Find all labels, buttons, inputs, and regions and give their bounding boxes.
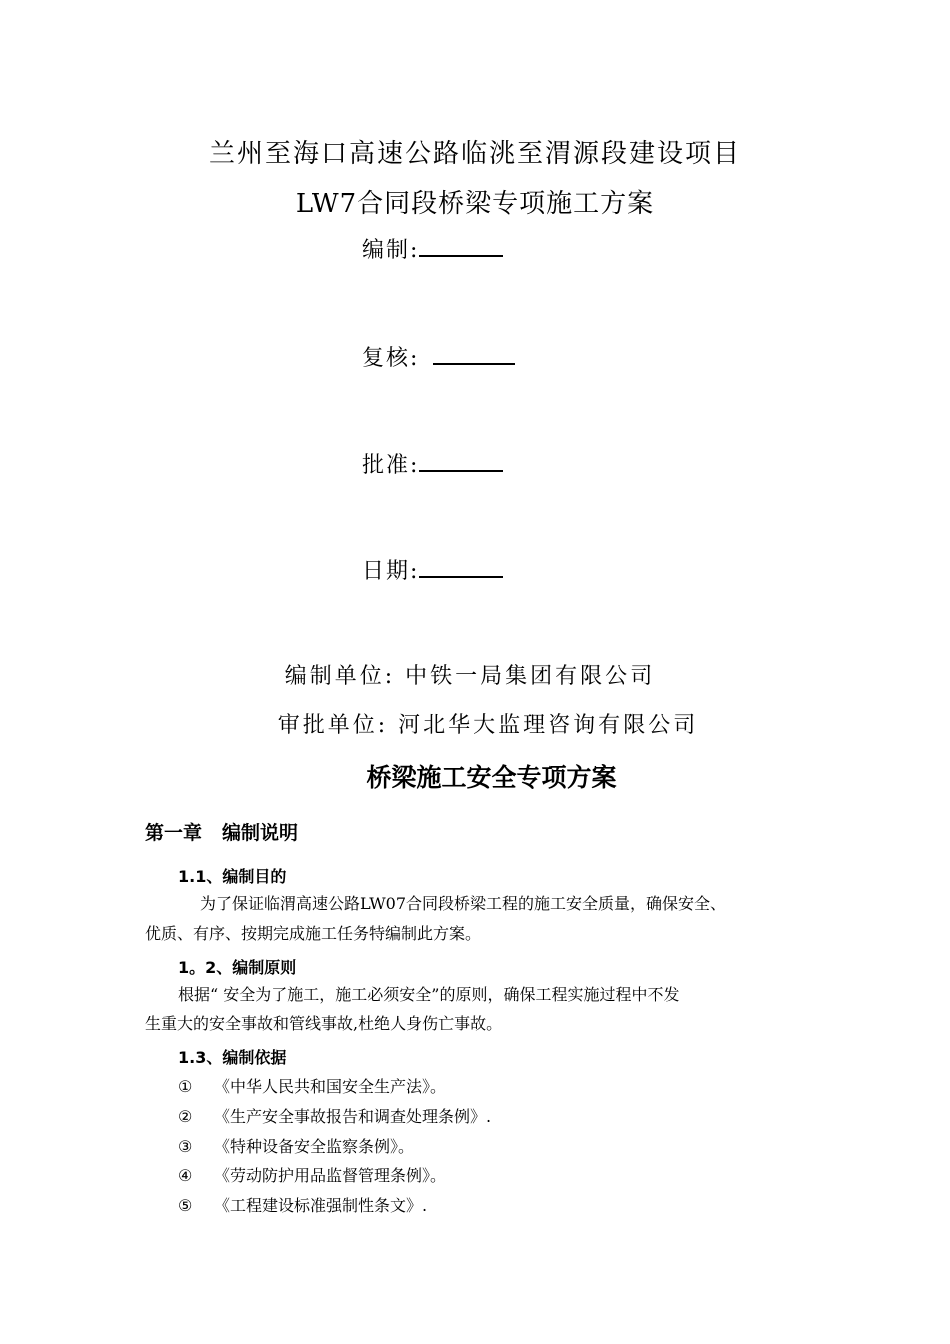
paragraph-purpose-line2: 优质、有序、按期完成施工任务特编制此方案。 — [145, 924, 482, 943]
compile-signature-row — [362, 233, 503, 264]
section-heading-basis: 1.3、编制依据 — [178, 1048, 287, 1067]
list-item — [178, 1104, 491, 1127]
approve-unit: 审批单位: 河北华大监理咨询有限公司 — [277, 713, 699, 738]
list-item-text: 《生产安全事故报告和调查处理条例》. — [214, 1107, 492, 1126]
date-signature-row — [362, 554, 503, 585]
approve-signature-blank[interactable] — [419, 448, 503, 472]
chapter-number: 第一章 — [145, 822, 203, 844]
list-item-number: ④ — [178, 1166, 193, 1185]
paragraph-principle-line2: 生重大的安全事故和管线事故,杜绝人身伤亡事故。 — [145, 1014, 503, 1033]
list-item-number: ② — [178, 1107, 193, 1126]
date-signature-blank[interactable] — [419, 554, 503, 578]
date-label: 日期: — [362, 559, 420, 584]
list-item-text: 《中华人民共和国安全生产法》。 — [214, 1077, 447, 1096]
list-item-number: ③ — [178, 1137, 193, 1156]
list-item — [178, 1074, 446, 1097]
review-signature-row — [362, 341, 515, 372]
review-label: 复核: — [362, 346, 420, 371]
compile-label: 编制: — [362, 238, 420, 263]
paragraph-purpose-line1: 为了保证临渭高速公路LW07合同段桥梁工程的施工安全质量，确保安全、 — [200, 894, 727, 913]
cover-title-line1: 兰州至海口高速公路临洮至渭源段建设项目 — [208, 139, 741, 169]
approve-signature-row — [362, 448, 503, 479]
list-item — [178, 1134, 414, 1157]
chapter-title: 编制说明 — [222, 822, 299, 844]
list-item-text: 《工程建设标准强制性条文》. — [214, 1196, 428, 1215]
list-item — [178, 1163, 446, 1186]
compile-signature-blank[interactable] — [419, 233, 503, 257]
paragraph-principle-line1: 根据“ 安全为了施工，施工必须安全”的原则，确保工程实施过程中不发 — [178, 985, 680, 1004]
chapter-heading — [145, 818, 298, 845]
review-signature-blank[interactable] — [433, 341, 515, 365]
list-item-text: 《特种设备安全监察条例》。 — [214, 1137, 415, 1156]
plan-title: 桥梁施工安全专项方案 — [366, 763, 617, 792]
list-item — [178, 1193, 427, 1216]
section-heading-purpose: 1.1、编制目的 — [178, 867, 287, 886]
cover-title-line2: LW7合同段桥梁专项施工方案 — [295, 189, 655, 219]
list-item-text: 《劳动防护用品监督管理条例》。 — [214, 1166, 447, 1185]
list-item-number: ① — [178, 1077, 193, 1096]
list-item-number: ⑤ — [178, 1196, 193, 1215]
approve-label: 批准: — [362, 453, 420, 478]
compile-unit: 编制单位: 中铁一局集团有限公司 — [284, 664, 656, 689]
section-heading-principle: 1。2、编制原则 — [178, 958, 297, 977]
